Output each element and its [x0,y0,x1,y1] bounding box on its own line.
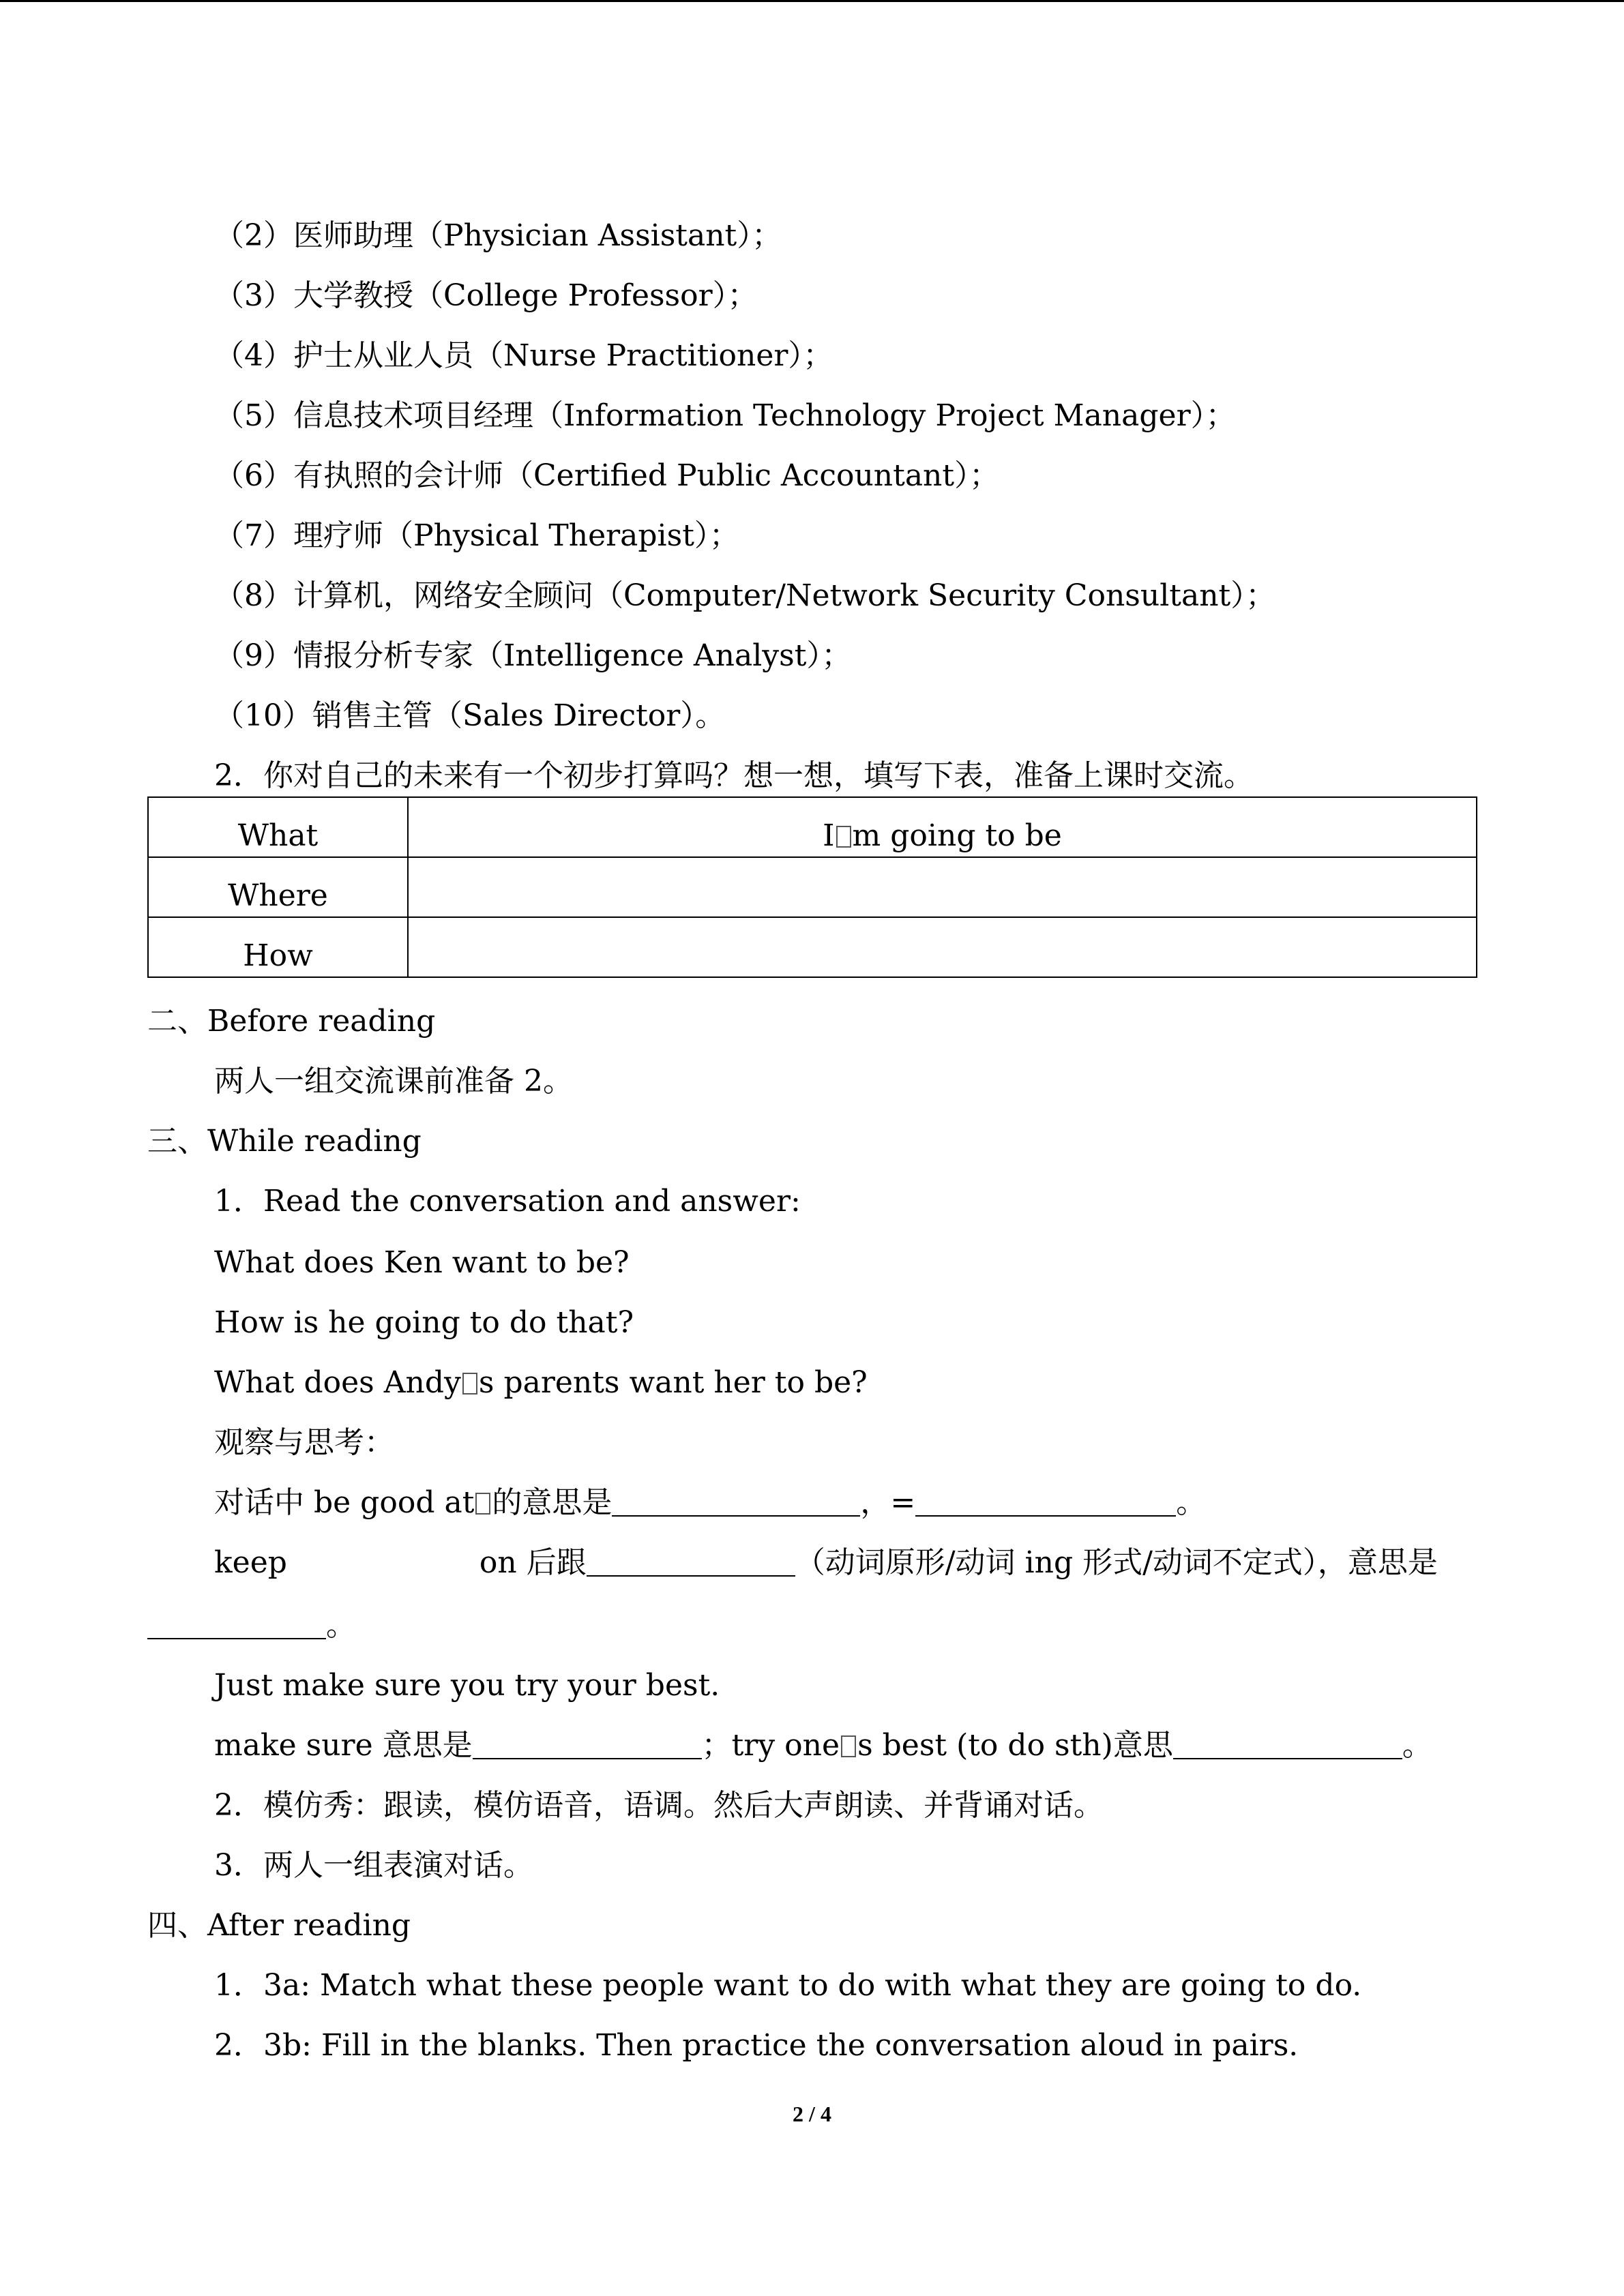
missing-glyph-box [836,826,851,848]
fill-blank[interactable] [915,1488,1176,1517]
observe-line-2 [214,1542,1438,1583]
career-item: （4）护士从业人员（Nurse Practitioner）； [214,338,833,373]
line-text-part: 对话中 be good at [214,1485,475,1520]
after-task-1: 1．3a: Match what these people want to do with what they are going to do. [214,1968,1362,2003]
line-text-part: ；try one [701,1728,840,1763]
line-text-part: 。 [1402,1728,1432,1763]
line-text-part: 。 [1176,1485,1207,1520]
line-text-part: s best (to do sth)意思 [857,1728,1173,1763]
while-task-2: 2．模仿秀：跟读，模仿语音，语调。然后大声朗读、并背诵对话。 [214,1788,1104,1823]
section-heading-before: 二、Before reading [147,1004,436,1039]
career-item: （7）理疗师（Physical Therapist）； [214,518,739,553]
fill-blank[interactable] [147,1611,326,1639]
missing-glyph-box [475,1493,490,1515]
line-text-part: make sure 意思是 [214,1728,473,1763]
question-text-part: s parents want her to be? [478,1365,868,1400]
observe-line-4 [214,1725,1432,1766]
observe-line-1 [214,1482,1206,1523]
going-to-be-cell[interactable] [408,797,1477,857]
fill-blank[interactable] [587,1548,795,1577]
career-item: （10）销售主管（Sales Director）。 [214,698,726,733]
after-task-2: 2．3b: Fill in the blanks. Then practice the conversation aloud in pairs. [214,2028,1299,2063]
row-label-how: How [148,917,408,977]
observe-line-3: Just make sure you try your best. [214,1668,720,1703]
question-andy [214,1362,868,1403]
missing-glyph-box [462,1373,477,1395]
row-label-what: What [148,797,408,857]
career-item: （8）计算机，网络安全顾问（Computer/Network Security Consultant）； [214,578,1276,613]
line-text-part: 。 [326,1608,356,1643]
table-row [148,857,1477,917]
cell-text-part: I [823,818,835,853]
section-heading-after: 四、After reading [147,1908,411,1943]
page-number: 2 / 4 [793,2102,831,2126]
table-row [148,917,1477,977]
career-item: （3）大学教授（College Professor）； [214,278,758,313]
where-answer-cell[interactable] [408,857,1477,917]
while-task-1: 1．Read the conversation and answer: [214,1184,801,1219]
observe-heading: 观察与思考： [214,1425,394,1460]
how-answer-cell[interactable] [408,917,1477,977]
cell-text-part: m going to be [852,818,1062,853]
question-text-part: What does Andy [214,1365,461,1400]
fill-blank[interactable] [1173,1731,1402,1759]
line-text-part: ，= [860,1485,916,1520]
career-item: （6）有执照的会计师（Certified Public Accountant）； [214,458,1000,493]
line-text-part: 的意思是 [492,1485,612,1520]
question-how: How is he going to do that? [214,1305,634,1340]
before-text: 两人一组交流课前准备 2。 [214,1064,573,1099]
observe-line-2-cont [147,1605,356,1646]
fill-blank[interactable] [612,1488,860,1517]
missing-glyph-box [841,1735,856,1757]
question-ken: What does Ken want to be? [214,1245,630,1280]
section-heading-while: 三、While reading [147,1124,422,1159]
line-text-part: on 后跟 [479,1545,587,1580]
career-item: （5）信息技术项目经理（Information Technology Project Manager）； [214,398,1236,433]
fill-blank[interactable] [473,1731,702,1759]
line-text-part: （动词原形/动词 ing 形式/动词不定式），意思是 [795,1545,1438,1580]
prep-instruction: 2．你对自己的未来有一个初步打算吗？想一想，填写下表，准备上课时交流。 [214,758,1254,793]
while-task-3: 3．两人一组表演对话。 [214,1848,533,1883]
career-item: （9）情报分析专家（Intelligence Analyst）； [214,638,852,673]
future-plan-table [147,796,1477,978]
table-row [148,797,1477,857]
row-label-where: Where [148,857,408,917]
line-text-part: keep [214,1545,287,1580]
career-item: （2）医师助理（Physician Assistant）； [214,218,782,253]
